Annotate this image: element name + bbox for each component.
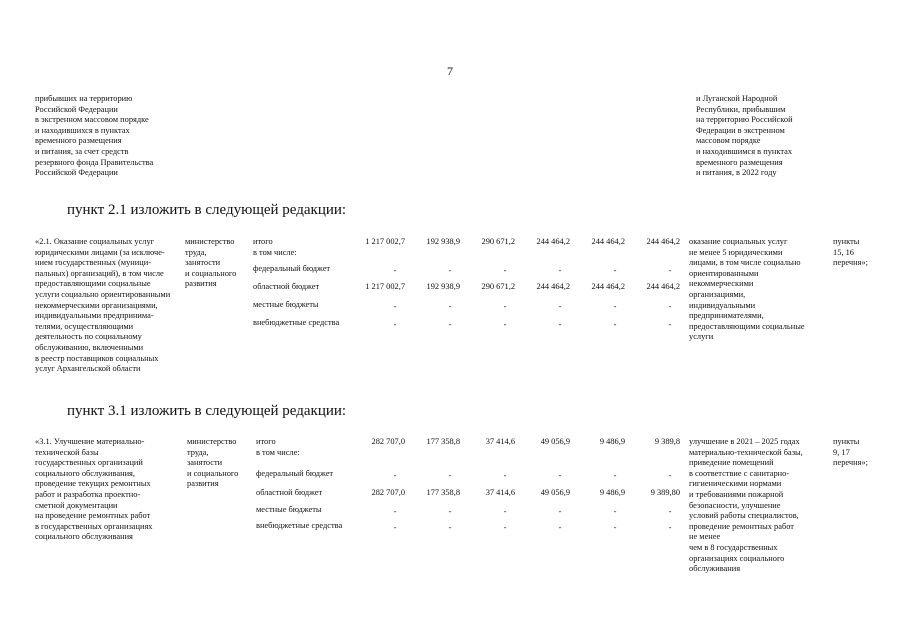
funding-source-label: итого в том числе: [253,237,297,257]
empty-value-dash: - [393,302,397,311]
funding-value: 37 414,6 [485,437,515,446]
section1-executor: министерство труда, занятости и социального развития [185,237,237,289]
empty-value-dash: - [503,523,507,532]
section2-measure-name: «3.1. Улучшение материально- технической базы государственных организаций социального обслуживания, проведение текущих ремонтных работ и разработка проектно- сметной документации на проведение ремонтных работ в государственных организациях социального обслуживания [35,437,153,542]
top-left-text: прибывших на территорию Российской Федерации в экстренном массовом порядке и находившихся в пунктах временного размещения и питания, за счет средств резервного фонда Правительства Российской Федерации [35,94,154,178]
page-number: 7 [447,64,453,78]
section1-heading: пункт 2.1 изложить в следующей редакции: [67,202,347,218]
empty-value-dash: - [558,523,562,532]
funding-value: 244 464,2 [646,237,680,246]
empty-value-dash: - [668,471,672,480]
funding-value: 192 938,9 [426,282,460,291]
funding-value: 1 217 002,7 [365,282,405,291]
funding-value: 282 707,0 [371,437,405,446]
section2-result: улучшение в 2021 – 2025 годах материально-технической базы, приведение помещений в соответствие с санитарно- гигиеническими нормами и требованиями пожарной безопасности, улучшение условий работы специалистов, проведение ремонтных работ не менее чем в 8 государственных организациях социального обслуживания [689,437,803,574]
empty-value-dash: - [503,266,507,275]
funding-source-label: местные бюджеты [256,505,322,514]
empty-value-dash: - [668,302,672,311]
section2-points: пункты 9, 17 перечня»; [833,437,868,468]
empty-value-dash: - [668,507,672,516]
empty-value-dash: - [503,302,507,311]
empty-value-dash: - [668,523,672,532]
section2-executor: министерство труда, занятости и социального развития [187,437,239,489]
funding-value: 49 056,9 [540,437,570,446]
empty-value-dash: - [613,507,617,516]
funding-source-label: итого в том числе: [256,437,300,457]
funding-value: 9 389,80 [650,488,680,497]
funding-source-label: областной бюджет [256,488,323,497]
funding-value: 177 358,8 [426,488,460,497]
funding-value: 244 464,2 [591,282,625,291]
empty-value-dash: - [393,523,397,532]
empty-value-dash: - [503,471,507,480]
funding-value: 192 938,9 [426,237,460,246]
empty-value-dash: - [503,320,507,329]
funding-value: 244 464,2 [591,237,625,246]
funding-value: 244 464,2 [536,237,570,246]
funding-value: 37 414,6 [485,488,515,497]
empty-value-dash: - [448,471,452,480]
funding-source-label: внебюджетные средства [256,521,343,530]
funding-source-label: федеральный бюджет [253,264,331,273]
empty-value-dash: - [558,320,562,329]
funding-value: 282 707,0 [371,488,405,497]
empty-value-dash: - [393,266,397,275]
funding-value: 9 486,9 [599,488,625,497]
empty-value-dash: - [558,507,562,516]
empty-value-dash: - [613,320,617,329]
funding-value: 290 671,2 [481,237,515,246]
funding-value: 1 217 002,7 [365,237,405,246]
empty-value-dash: - [503,507,507,516]
funding-value: 244 464,2 [646,282,680,291]
funding-source-label: федеральный бюджет [256,469,334,478]
section1-result: оказание социальных услуг не менее 5 юридическими лицами, в том числе социально ориентированными некоммерческими организациями, индивидуальными предпринимателями, предоставляющими социальные услуги [689,237,805,342]
top-right-text: и Луганской Народной Республики, прибывшим на территорию Российской Федерации в экстренном массовом порядке и находившимся в пунктах временного размещения и питания, в 2022 году [696,94,793,178]
funding-value: 290 671,2 [481,282,515,291]
empty-value-dash: - [613,266,617,275]
funding-value: 177 358,8 [426,437,460,446]
empty-value-dash: - [393,507,397,516]
empty-value-dash: - [558,266,562,275]
section2-heading: пункт 3.1 изложить в следующей редакции: [67,403,347,419]
funding-value: 49 056,9 [540,488,570,497]
empty-value-dash: - [613,471,617,480]
empty-value-dash: - [668,266,672,275]
funding-value: 244 464,2 [536,282,570,291]
funding-source-label: местные бюджеты [253,300,319,309]
empty-value-dash: - [558,471,562,480]
empty-value-dash: - [448,302,452,311]
empty-value-dash: - [448,266,452,275]
empty-value-dash: - [668,320,672,329]
empty-value-dash: - [448,507,452,516]
empty-value-dash: - [393,471,397,480]
funding-source-label: областной бюджет [253,282,320,291]
empty-value-dash: - [613,302,617,311]
empty-value-dash: - [613,523,617,532]
section1-points: пункты 15, 16 перечня»; [833,237,868,268]
funding-value: 9 486,9 [599,437,625,446]
empty-value-dash: - [558,302,562,311]
empty-value-dash: - [448,523,452,532]
empty-value-dash: - [393,320,397,329]
section1-measure-name: «2.1. Оказание социальных услуг юридическими лицами (за исключе- нием государственных (муници- пальных) организаций), в том числе предоставляющими социальные услуги социально ориентированными некоммерческими организациями, индивидуальными предпринима- телями, осуществляющими деятельность по социальному обслуживанию, включенными в реестр поставщиков социальных услуг Архангельской области [35,237,171,374]
funding-source-label: внебюджетные средства [253,318,340,327]
funding-value: 9 389,8 [654,437,680,446]
empty-value-dash: - [448,320,452,329]
